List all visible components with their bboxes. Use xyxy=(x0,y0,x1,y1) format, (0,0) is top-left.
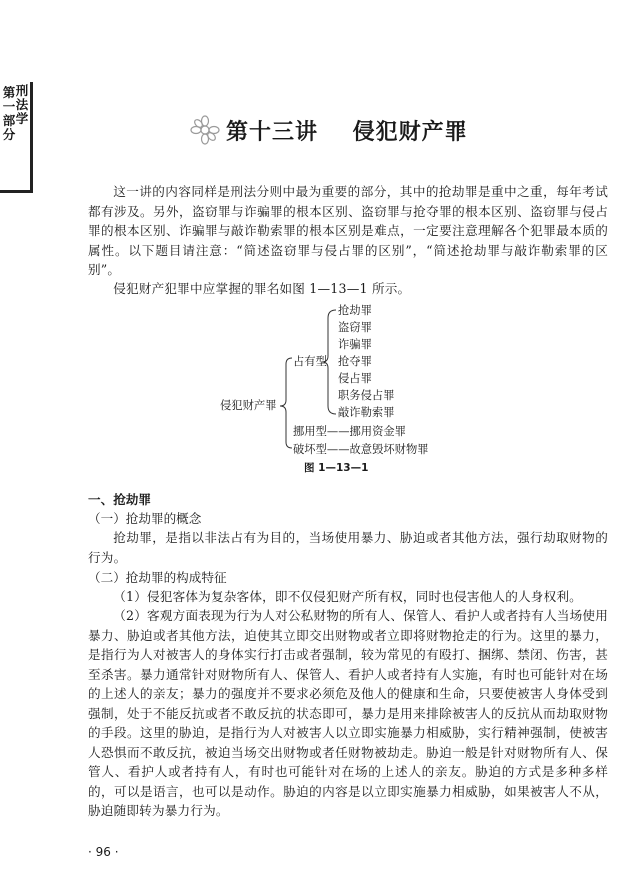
part-tab-part xyxy=(2,86,16,142)
chapter-title xyxy=(190,112,490,148)
subsection-heading: （一）抢劫罪的概念 xyxy=(88,511,202,526)
part-tab-char: 分 xyxy=(2,127,16,142)
figure-reference-paragraph: 侵犯财产犯罪中应掌握的罪名如图 1—13—1 所示。 xyxy=(113,281,411,296)
diagram-branch-possession: 占有型 xyxy=(293,355,327,368)
part-tab xyxy=(0,82,33,193)
subsection-heading: （二）抢劫罪的构成特征 xyxy=(88,570,227,585)
diagram-branch-misappropriation: 挪用型——挪用资金罪 xyxy=(293,425,406,438)
diagram-item: 敲诈勒索罪 xyxy=(338,406,395,419)
diagram-branch-destruction: 破坏型——故意毁坏财物罪 xyxy=(293,443,429,456)
part-tab-char: 学 xyxy=(15,111,29,126)
section-heading: 一、抢劫罪 xyxy=(88,492,151,507)
part-tab-char: 刑 xyxy=(15,83,29,98)
diagram-item: 侵占罪 xyxy=(338,372,372,385)
figure-caption: 图 1—13—1 xyxy=(304,462,369,474)
diagram-item: 抢劫罪 xyxy=(338,304,372,317)
crime-classification-diagram xyxy=(220,302,460,482)
definition-paragraph: 抢劫罪，是指以非法占有为目的，当场使用暴力、胁迫或者其他方法，强行劫取财物的行为。 xyxy=(88,530,608,565)
chapter-title-text: 第十三讲 侵犯财产罪 xyxy=(226,119,468,145)
page-number: · 96 · xyxy=(88,845,119,859)
feature-paragraph: （1）侵犯客体为复杂客体，即不仅侵犯财产所有权，同时也侵害他人的人身权利。 xyxy=(113,589,582,604)
diagram-item: 职务侵占罪 xyxy=(338,389,395,402)
intro-paragraph: 这一讲的内容同样是刑法分则中最为重要的部分，其中的抢劫罪是重中之重，每年考试都有涉及。另外，盗窃罪与诈骗罪的根本区别、盗窃罪与抢夺罪的根本区别、盗窃罪与侵占罪的根本区别、诈骗罪与敲诈勒索罪的根本区别是难点，一定要注意理解各个犯罪最本质的属性。以下题目请注意：“简述盗窃罪与侵占罪的区别”，“简述抢劫罪与敲诈勒索罪的区别”。 xyxy=(88,184,608,277)
diagram-root: 侵犯财产罪 xyxy=(220,399,277,412)
part-tab-subject xyxy=(15,84,29,126)
part-tab-char: 一 xyxy=(2,99,16,114)
diagram-item: 诈骗罪 xyxy=(338,338,372,351)
part-tab-char: 法 xyxy=(15,97,29,112)
part-tab-char: 部 xyxy=(2,113,16,128)
diagram-item: 盗窃罪 xyxy=(338,321,372,334)
feature-paragraph: （2）客观方面表现为行为人对公私财物的所有人、保管人、看护人或者持有人当场使用暴力、胁迫或者其他方法，迫使其立即交出财物或者立即将财物抢走的行为。这里的暴力，是指行为人对被害人的身体实行打击或者强制，较为常见的有殴打、捆绑、禁闭、伤害，甚至杀害。暴力通常针对财物所有人、保管人、看护人或者持有人实施，有时也可能针对在场的上述人的亲友；暴力的强度并不要求必须危及他人的健康和生命，只要使被害人身体受到强制，处于不能反抗或者不敢反抗的状态即可，暴力是用来排除被害人的反抗从而劫取财物的手段。这里的胁迫，是指行为人对被害人以立即实施暴力相威胁，实行精神强制，使被害人恐惧而不敢反抗，被迫当场交出财物或者任财物被劫走。胁迫一般是针对财物所有人、保管人、看护人或者持有人，有时也可能针对在场的上述人的亲友。胁迫的方式是多种多样的，可以是语言，也可以是动作。胁迫的内容是以立即实施暴力相威胁，如果被害人不从，胁迫随即转为暴力行为。 xyxy=(88,608,608,818)
flower-ornament-icon xyxy=(190,115,220,145)
part-tab-char: 第 xyxy=(2,85,16,100)
diagram-item: 抢夺罪 xyxy=(338,355,372,368)
